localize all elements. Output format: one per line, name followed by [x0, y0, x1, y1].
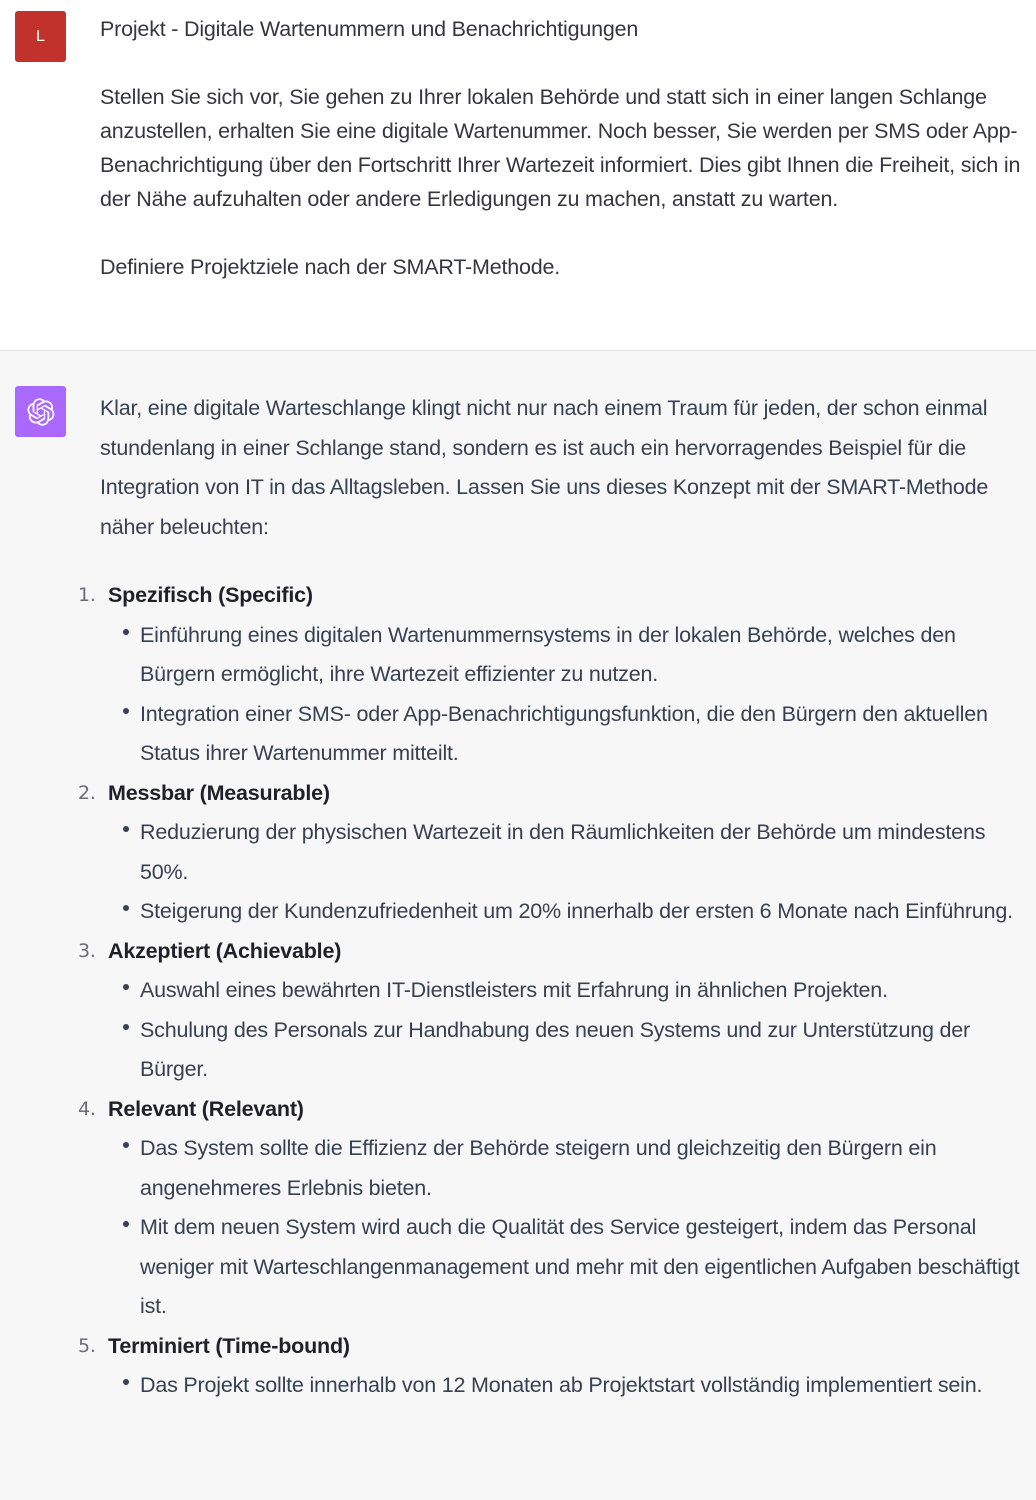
smart-item-heading: Terminiert (Time-bound) — [108, 1333, 350, 1358]
user-message-title: Projekt - Digitale Wartenummern und Benachrichtigungen — [100, 17, 639, 41]
assistant-message — [0, 351, 1036, 1500]
bullet-list — [108, 971, 1022, 1090]
smart-item-heading: Akzeptiert (Achievable) — [108, 938, 342, 963]
list-number: 4. — [78, 1097, 96, 1120]
smart-item-achievable — [78, 932, 1022, 1090]
smart-item-relevant — [78, 1090, 1022, 1327]
list-number: 3. — [78, 939, 96, 962]
bullet-item: Das System sollte die Effizienz der Behörde steigern und gleichzeitig den Bürgern ein angenehmeres Erlebnis bieten. — [140, 1129, 1022, 1208]
bullet-list — [108, 813, 1022, 932]
smart-item-measurable — [78, 774, 1022, 932]
bullet-item: Integration einer SMS- oder App-Benachrichtigungsfunktion, die den Bürgern den aktuellen Status ihrer Wartenummer mitteilt. — [140, 695, 1022, 774]
list-number: 1. — [78, 584, 96, 606]
bullet-item: Auswahl eines bewährten IT-Dienstleisters mit Erfahrung in ähnlichen Projekten. — [140, 971, 1022, 1011]
user-message-body: Stellen Sie sich vor, Sie gehen zu Ihrer lokalen Behörde und statt sich in einer langen Schlange anzustellen, erhalten Sie eine digitale Wartenummer. Noch besser, Sie werden per SMS oder App-Benachrichtigung über den Fortschritt Ihrer Wartezeit informiert. Dies gibt Ihnen die Freiheit, sich in der Nähe aufzuhalten oder andere Erledigungen zu machen, anstatt zu warten. — [100, 85, 1021, 211]
user-avatar — [15, 11, 66, 62]
user-message — [0, 0, 1036, 351]
user-message-instruction: Definiere Projektziele nach der SMART-Methode. — [100, 255, 561, 279]
bullet-item: Steigerung der Kundenzufriedenheit um 20% innerhalb der ersten 6 Monate nach Einführung. — [140, 892, 1022, 932]
smart-item-specific — [78, 576, 1022, 774]
smart-item-heading: Messbar (Measurable) — [108, 780, 330, 805]
openai-logo-icon — [27, 398, 55, 426]
smart-item-time-bound — [78, 1327, 1022, 1406]
bullet-item: Mit dem neuen System wird auch die Qualität des Service gesteigert, indem das Personal weniger mit Warteschlangenmanagement und mehr mit den eigentlichen Aufgaben beschäftigt ist. — [140, 1208, 1022, 1327]
bullet-item: Einführung eines digitalen Wartenummernsystems in der lokalen Behörde, welches den Bürgern ermöglicht, ihre Wartezeit effizienter zu nutzen. — [140, 616, 1022, 695]
list-number: 2. — [78, 781, 96, 804]
assistant-message-content — [78, 389, 1022, 1406]
list-number: 5. — [78, 1334, 96, 1357]
bullet-item: Das Projekt sollte innerhalb von 12 Monaten ab Projektstart vollständig implementiert sein. — [140, 1366, 1022, 1406]
smart-item-heading: Spezifisch (Specific) — [108, 583, 313, 607]
assistant-intro: Klar, eine digitale Warteschlange klingt nicht nur nach einem Traum für jeden, der schon einmal stundenlang in einer Schlange stand, sondern es ist auch ein hervorragendes Beispiel für die Integration von IT in das Alltagsleben. Lassen Sie uns dieses Konzept mit der SMART-Methode näher beleuchten: — [100, 396, 989, 539]
bullet-item: Reduzierung der physischen Wartezeit in den Räumlichkeiten der Behörde um mindestens 50%. — [140, 813, 1022, 892]
bullet-item: Schulung des Personals zur Handhabung des neuen Systems und zur Unterstützung der Bürger. — [140, 1011, 1022, 1090]
smart-item-heading: Relevant (Relevant) — [108, 1096, 304, 1121]
assistant-avatar — [15, 386, 66, 437]
smart-goals-list — [78, 576, 1022, 1406]
bullet-list — [108, 1366, 1022, 1406]
user-message-content — [100, 12, 1022, 284]
avatar-letter: L — [36, 27, 45, 45]
bullet-list — [108, 616, 1022, 774]
bullet-list — [108, 1129, 1022, 1327]
